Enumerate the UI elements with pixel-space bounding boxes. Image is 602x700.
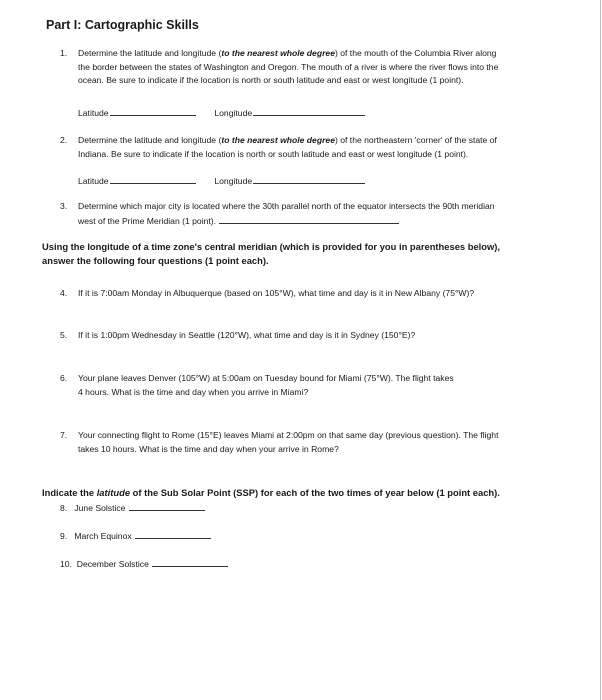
june-solstice-answer-blank[interactable] — [129, 501, 205, 511]
question-label: March Equinox — [74, 531, 132, 541]
question-line: Your connecting flight to Rome (15°E) leaves Miami at 2:00pm on that same day (previous question). The flight — [78, 430, 499, 440]
question-number: 1. — [60, 48, 68, 58]
question-10 — [60, 557, 228, 572]
question-number: 2. — [60, 135, 68, 145]
time-zone-instructions: Using the longitude of a time zone's central meridian (which is provided for you in parentheses below), answer the following four questions (1 point each). — [42, 241, 501, 266]
city-answer-blank[interactable] — [219, 214, 399, 224]
question-label: December Solstice — [76, 559, 149, 569]
question-label: June Solstice — [74, 503, 126, 513]
question-number: 7. — [60, 430, 68, 440]
ssp-instructions: Indicate the latitude of the Sub Solar Point (SSP) for each of the two times of year below (1 point each). — [42, 487, 500, 498]
question-number: 6. — [60, 373, 68, 383]
question-7 — [60, 429, 590, 459]
question-line: takes 10 hours. What is the time and day when your arrive in Rome? — [78, 443, 339, 454]
question-line: Indiana. Be sure to indicate if the location is north or south latitude and east or west longitude (1 point). — [78, 148, 469, 159]
question-number: 4. — [60, 288, 68, 298]
question-number: 8. — [60, 503, 68, 513]
question-line: If it is 1:00pm Wednesday in Seattle (120°W), what time and day is it in Sydney (150°E)? — [78, 330, 416, 340]
question-2-answer-row — [78, 174, 365, 186]
longitude-label: Longitude — [214, 108, 253, 118]
longitude-answer-blank[interactable] — [253, 106, 365, 116]
question-line: If it is 7:00am Monday in Albuquerque (based on 105°W), what time and day is it in New Albany (75°W)? — [78, 288, 475, 298]
page-edge — [600, 0, 601, 700]
question-number: 5. — [60, 330, 68, 340]
question-1-answer-row — [78, 106, 365, 118]
latitude-label: Latitude — [78, 108, 109, 118]
question-8 — [60, 501, 205, 516]
question-4 — [60, 287, 590, 302]
latitude-answer-blank[interactable] — [110, 106, 196, 116]
question-3 — [60, 200, 590, 230]
question-number: 10. — [60, 559, 72, 569]
question-line: 4 hours. What is the time and day when you arrive in Miami? — [78, 386, 309, 397]
latitude-label: Latitude — [78, 176, 109, 186]
question-line: Your plane leaves Denver (105°W) at 5:00am on Tuesday bound for Miami (75°W). The flight takes — [78, 373, 454, 383]
longitude-label: Longitude — [214, 176, 253, 186]
page-title: Part I: Cartographic Skills — [46, 18, 199, 32]
question-line: Determine the latitude and longitude (to the nearest whole degree) of the northeastern 'corner' of the state of — [78, 135, 497, 145]
question-line: the border between the states of Washington and Oregon. The mouth of a river is where the river flows into the — [78, 61, 499, 72]
question-1 — [60, 47, 590, 97]
march-equinox-answer-blank[interactable] — [135, 529, 211, 539]
longitude-answer-blank[interactable] — [253, 174, 365, 184]
question-9 — [60, 529, 211, 544]
question-line: ocean. Be sure to indicate if the location is north or south latitude and east or west longitude (1 point). — [78, 75, 464, 86]
question-line: Determine the latitude and longitude (to the nearest whole degree) of the mouth of the Columbia River along — [78, 48, 497, 58]
december-solstice-answer-blank[interactable] — [152, 557, 228, 567]
latitude-answer-blank[interactable] — [110, 174, 196, 184]
question-5 — [60, 329, 590, 344]
question-2 — [60, 134, 590, 164]
question-number: 9. — [60, 531, 68, 541]
question-line: Determine which major city is located where the 30th parallel north of the equator intersects the 90th meridian — [78, 201, 495, 211]
question-6 — [60, 372, 590, 402]
question-number: 3. — [60, 201, 68, 211]
question-line: west of the Prime Meridian (1 point). — [78, 214, 495, 229]
